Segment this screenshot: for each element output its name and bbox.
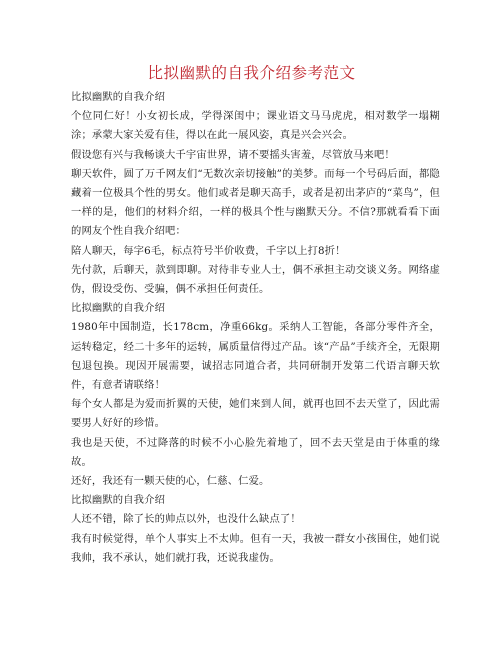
paragraph: 人还不错，除了长的帅点以外，也没什么缺点了！ [71, 513, 301, 526]
paragraph: 陪人聊天，每字6毛，标点符号半价收费，千字以上打8折！ [71, 244, 346, 257]
paragraph: 先付款，后聊天，款到即聊。对待非专业人士，偶不承担主动交谈义务。网络虚伪，假设受伤、受骗，偶不承担任何责任。 [71, 263, 440, 296]
paragraph: 假设您有兴与我畅谈大千宇宙世界，请不要摇头害羞，尽管放马来吧！ [71, 148, 395, 161]
section-heading: 比拟幽默的自我介绍 [71, 91, 166, 103]
section-heading: 比拟幽默的自我介绍 [71, 494, 166, 507]
document-title: 比拟幽默的自我介绍参考范文 [147, 64, 356, 82]
section-heading: 比拟幽默的自我介绍 [71, 302, 166, 315]
paragraph: 每个女人都是为爱而折翼的天使，她们来到人间，就再也回不去天堂了，因此需要男人好好的珍惜。 [71, 398, 440, 430]
paragraph: 我也是天使，不过降落的时候不小心脸先着地了，回不去天堂是由于体重的缘故。 [71, 436, 440, 468]
paragraph: 个位同仁好！小女初长成，学得深闺中；课业语文马马虎虎，相对数学一塌糊涂；承蒙大家关爱有佳，得以在此一展风姿，真是兴会兴会。 [71, 110, 440, 142]
paragraph: 我有时候觉得，单个人事实上不太帅。但有一天，我被一群女小孩围住，她们说我帅，我不承认，她们就打我，还说我虚伪。 [71, 532, 440, 564]
paragraph: 1980年中国制造，长178cm，净重66kg。采纳人工智能，各部分零件齐全，运转稳定，经二十多年的运转，属质量信得过产品。该“产品”手续齐全，无限期包退包换。现因开展需要，诚招志同道合者，共同研制开发第二代语言聊天软件，有意者请联络！ [71, 321, 440, 392]
paragraph: 还好，我还有一颗天使的心，仁慈、仁爱。 [71, 475, 270, 488]
paragraph: 聊天软件，圆了万千网友们“无数次亲切接触”的美梦。而每一个号码后面，都隐藏着一位极具个性的男女。他们或者是聊天高手，或者是初出茅庐的“菜鸟”，但一样的是，他们的材料介绍，一样的极具个性与幽默天分。不信?那就看看下面的网友个性自我介绍吧： [71, 167, 440, 238]
